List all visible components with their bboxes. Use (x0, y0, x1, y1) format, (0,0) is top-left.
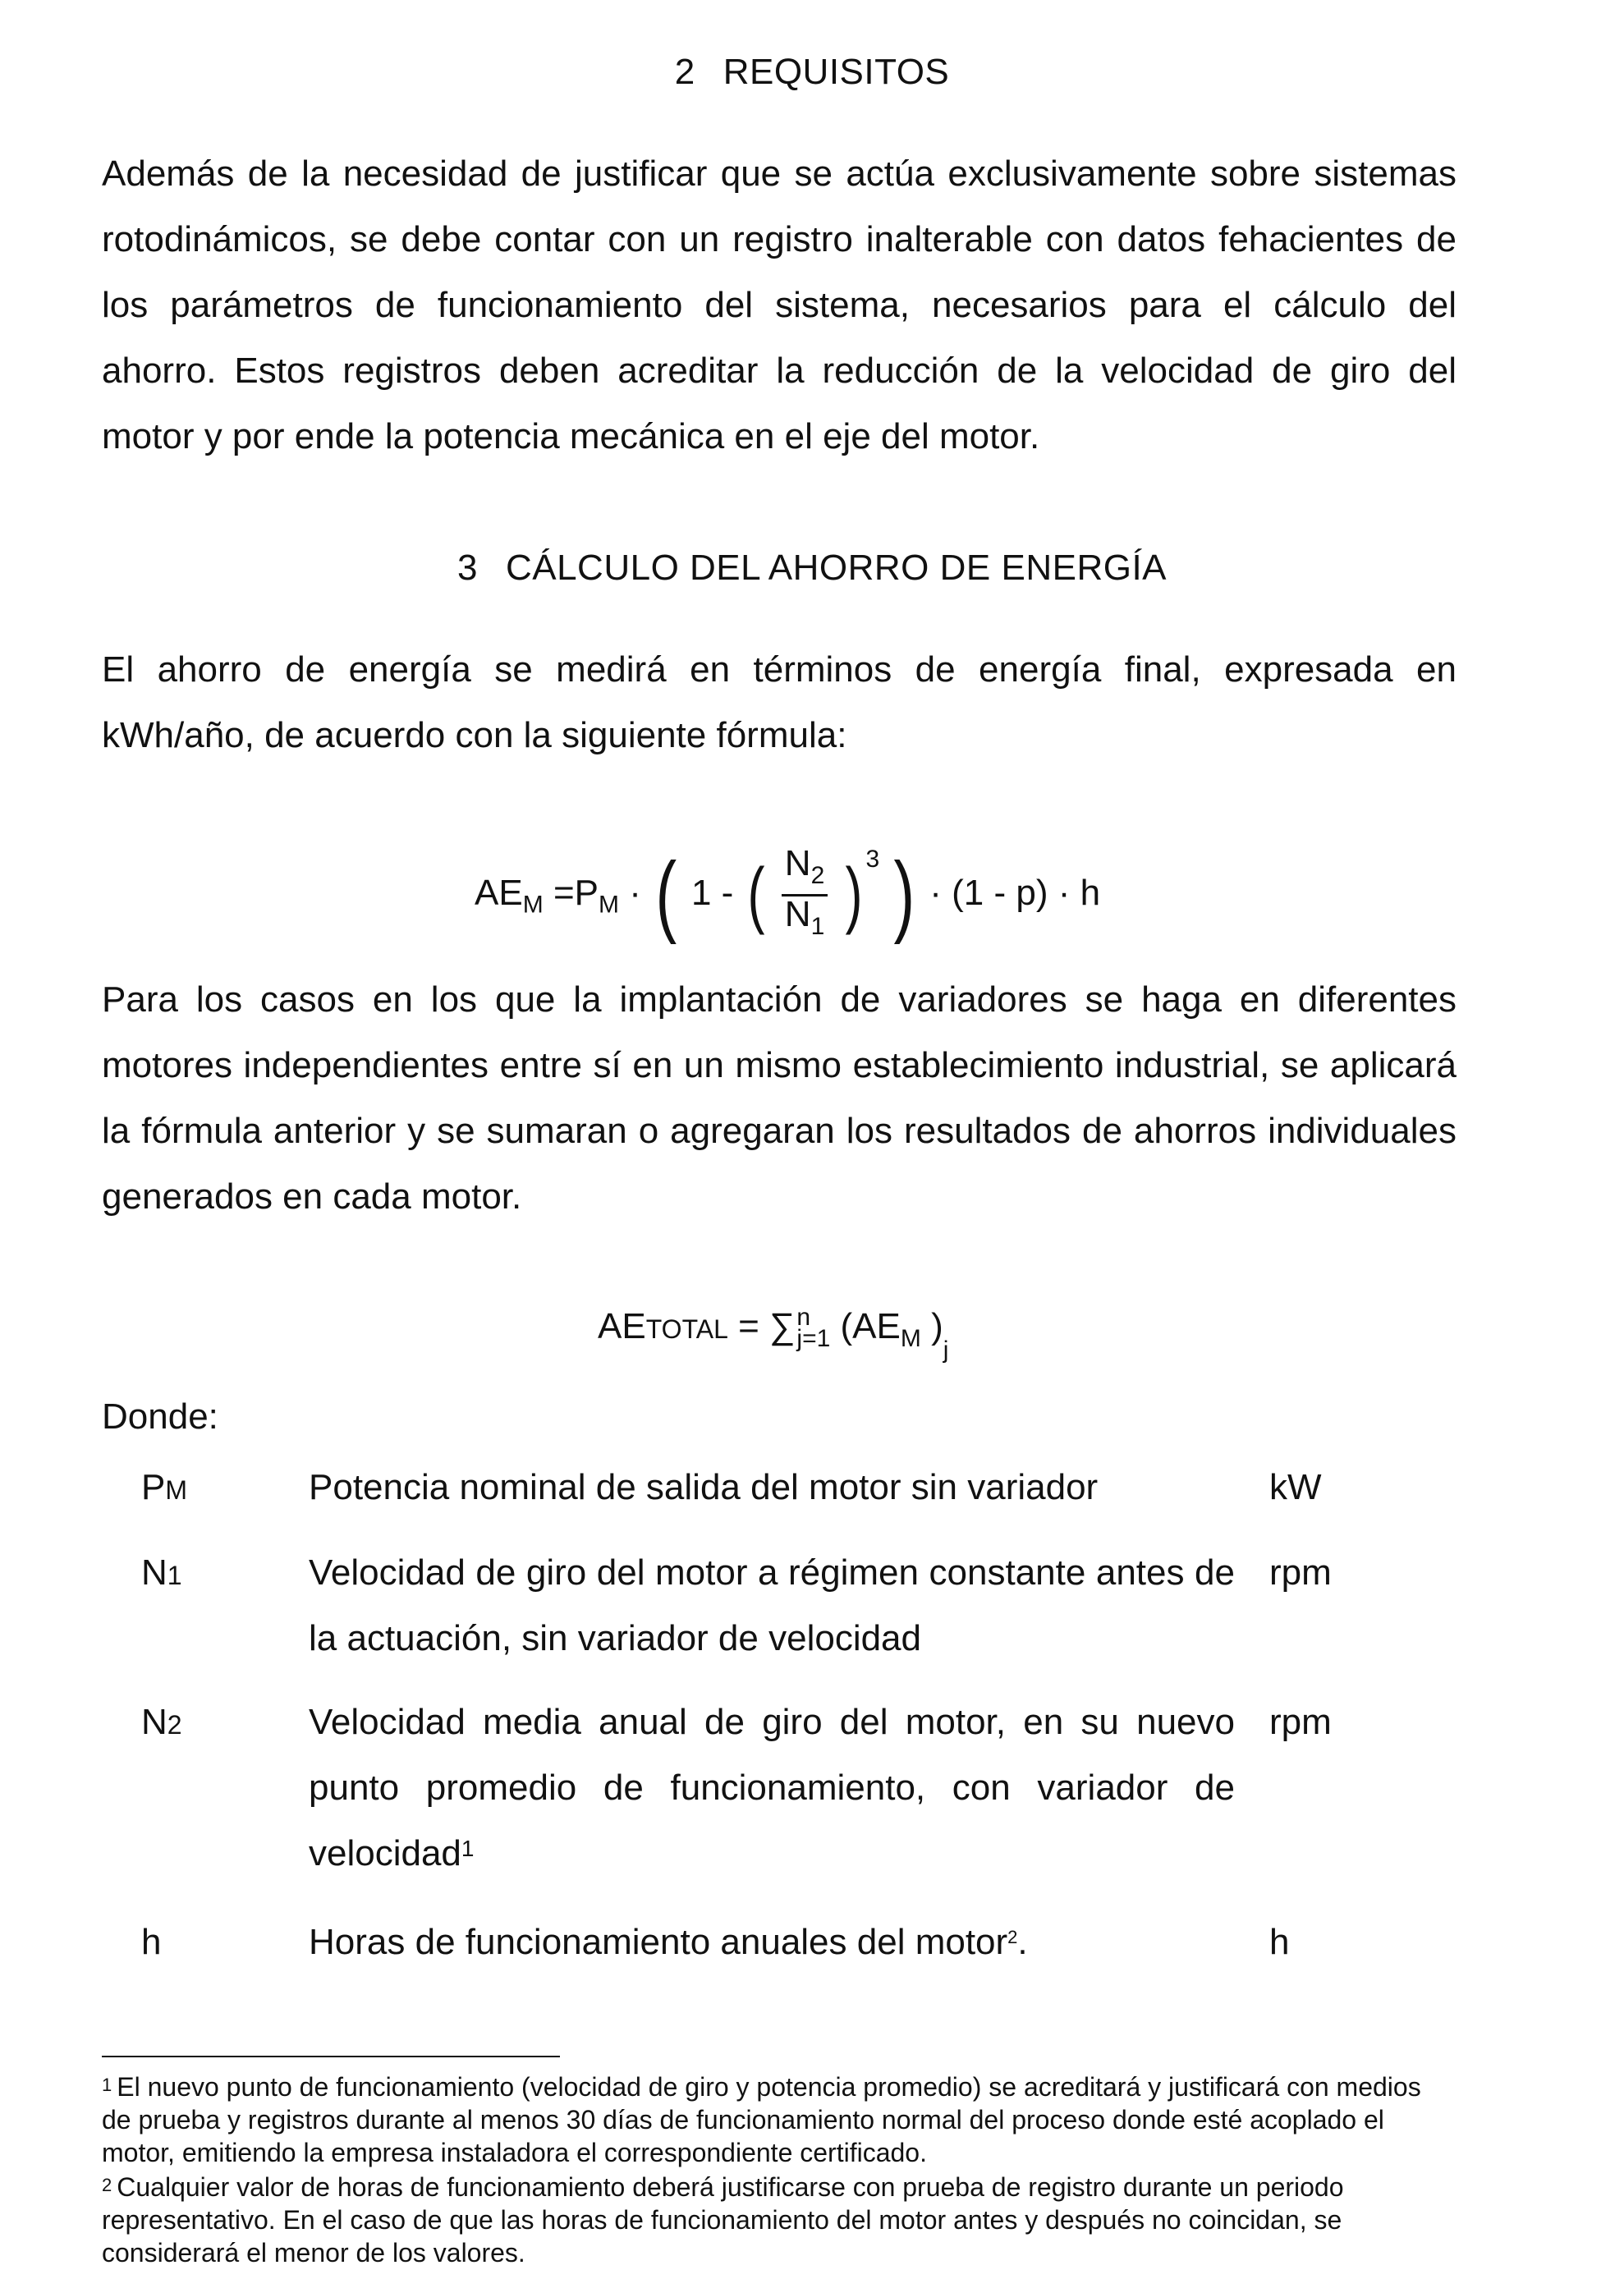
section-3-title: CÁLCULO DEL AHORRO DE ENERGÍA (505, 548, 1168, 588)
definition-description: Potencia nominal de salida del motor sin variador (309, 1467, 1099, 1507)
formula2-j-sub: j (943, 1336, 949, 1364)
definition-description: Horas de funcionamiento anuales del motor$^2$. (309, 1922, 1028, 1962)
sum-limits: n j=1 (796, 1304, 831, 1353)
definition-unit: h (1269, 1922, 1290, 1962)
formula-exponent: 3 (865, 846, 880, 874)
definition-unit: rpm (1269, 1702, 1332, 1742)
footnote-text: El nuevo punto de funcionamiento (velocidad de giro y potencia promedio) se acreditará y justificará con medios de prueba y registros durante al menos 30 días de funcionamiento normal del proceso donde esté acoplado el motor, emitiendo la empresa instaladora el correspondiente certificado. (102, 2072, 1421, 2167)
footnote-mark: 2 (102, 2175, 112, 2195)
formula-one-minus: 1 - (690, 872, 734, 913)
section-2-title: REQUISITOS (723, 52, 950, 92)
formula-ae-sub: M (522, 891, 544, 919)
energy-saving-formula (475, 843, 1101, 946)
footnote-mark: 1 (102, 2075, 112, 2095)
definition-description: Velocidad media anual de giro del motor, en su nuevo punto promedio de funcionamiento, con variador de velocidad$^1$ (309, 1702, 1235, 1873)
section-3-heading (0, 547, 1624, 589)
footnote-divider (102, 2056, 560, 2057)
section-3-number: 3 (456, 548, 478, 588)
formula2-close: ) (931, 1306, 943, 1346)
section-2-heading (0, 51, 1624, 94)
footnote-text: Cualquier valor de horas de funcionamiento deberá justificarse con prueba de registro durante un periodo representativo. En el caso de que las horas de funcionamiento del motor antes y después no coincidan, se considerará el menor de los valores. (102, 2172, 1344, 2268)
formula2-total: TOTAL (645, 1314, 728, 1344)
formula-ae: AE (475, 872, 523, 913)
formula2-m-sub: M (900, 1324, 921, 1352)
definition-symbol: N2 (141, 1702, 182, 1742)
formula2-open: (AE (840, 1306, 901, 1346)
section-2-paragraph: Además de la necesidad de justificar que se actúa exclusivamente sobre sistemas rotodinámicos, se debe contar con un registro inalterable con datos fehacientes de los parámetros de funcionamiento del sistema, necesarios para el cálculo del ahorro. Estos registros deben acreditar la reducción de la velocidad de giro del motor y por ende la potencia mecánica en el eje del motor. (102, 154, 1457, 456)
close-paren: ) (844, 854, 862, 937)
big-close-paren: ) (893, 844, 915, 946)
footnote-1 (102, 2070, 1457, 2169)
formula-tail: · (1 - p) · h (929, 872, 1101, 913)
section-3-paragraph-2: Para los casos en los que la implantación de variadores se haga en diferentes motores independientes entre sí en un mismo establecimiento industrial, se aplicará la fórmula anterior y se sumaran o agregaran los resultados de ahorros individuales generados en cada motor. (102, 979, 1457, 1217)
section-3-intro: El ahorro de energía se medirá en términos de energía final, expresada en kWh/año, de acuerdo con la siguiente fórmula: (102, 649, 1457, 755)
footnote-ref-1: 1 (461, 1836, 475, 1861)
big-open-paren: ( (655, 844, 677, 946)
formula-eq-p: =P (553, 872, 599, 913)
footnote-ref-2: 2 (1007, 1927, 1018, 1947)
donde-label: Donde: (102, 1396, 218, 1437)
definition-unit: rpm (1269, 1552, 1332, 1593)
footnote-2 (102, 2171, 1457, 2269)
formula2-ae: AE (598, 1306, 646, 1346)
definition-symbol: h (141, 1922, 162, 1962)
formula2-sum: = ∑ (738, 1306, 796, 1346)
definition-description: Velocidad de giro del motor a régimen constante antes de la actuación, sin variador de velocidad (309, 1552, 1235, 1658)
section-2-number: 2 (674, 52, 695, 92)
open-paren: ( (747, 854, 765, 937)
fraction-numerator: $N_2$ (782, 846, 828, 896)
definition-symbol: N1 (141, 1552, 182, 1593)
formula-dot: · (629, 872, 641, 913)
total-saving-formula (598, 1304, 949, 1364)
definition-unit: kW (1269, 1467, 1322, 1507)
formula-p-sub: M (598, 891, 619, 919)
definition-symbol: PM (141, 1467, 188, 1507)
speed-ratio-fraction (782, 843, 828, 945)
fraction-denominator: $N_1$ (784, 893, 825, 940)
